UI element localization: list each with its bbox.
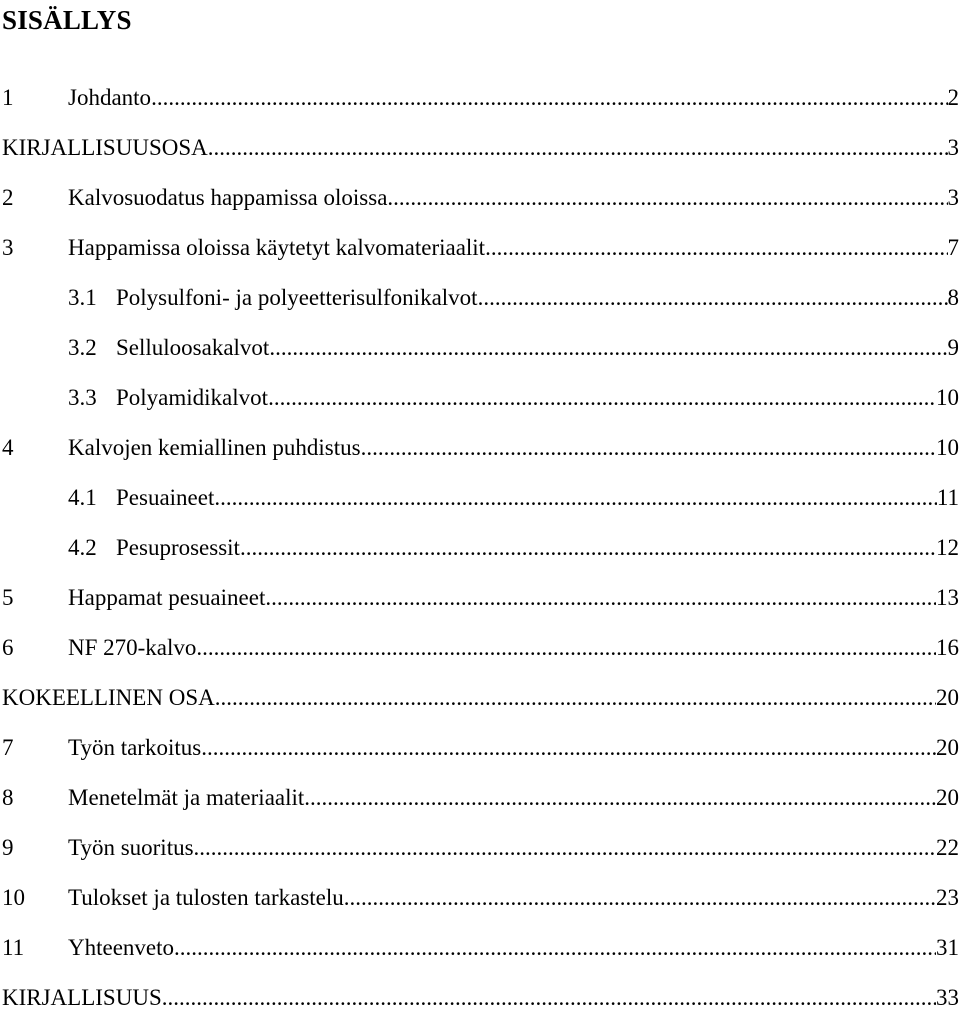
toc-entry-page: 16 [936,635,959,660]
toc-entry-number: 7 [2,735,14,760]
toc-entry[interactable] [2,123,959,173]
toc-entry-number: 10 [2,885,25,910]
toc-entry-number: 3.2 [68,335,97,360]
toc-subentry[interactable] [2,323,959,373]
toc-entry-number: 9 [2,835,14,860]
dot-leader [215,673,936,723]
toc-subentry[interactable] [2,523,959,573]
toc-entry-title: Kalvojen kemiallinen puhdistus [68,435,361,460]
toc-entry-number: 8 [2,785,14,810]
toc-entry-title: KIRJALLISUUSOSA [2,135,208,160]
toc-entry-page: 11 [936,485,959,510]
toc-entry-title: Happamissa oloissa käytetyt kalvomateriaalit [68,235,486,260]
toc-entry-title: Selluloosakalvot [116,335,270,360]
toc-entry-page: 3 [947,135,959,160]
toc-entry-title: Polyamidikalvot [116,385,269,410]
toc-entry[interactable] [2,73,959,123]
toc-entry-page: 10 [936,385,959,410]
toc-entry[interactable] [2,673,959,723]
toc-entry-page: 7 [947,235,959,260]
dot-leader [478,273,948,323]
toc-entry-number: 5 [2,585,14,610]
toc-entry-page: 8 [947,285,959,310]
toc-entry[interactable] [2,423,959,473]
dot-leader [265,573,936,623]
toc-entry-number: 6 [2,635,14,660]
dot-leader [240,523,936,573]
toc-entry-title: Happamat pesuaineet [68,585,266,610]
toc-entry-number: 3 [2,235,14,260]
dot-leader [387,173,947,223]
toc-entry-number: 1 [2,85,14,110]
dot-leader [174,923,936,973]
dot-leader [361,423,936,473]
dot-leader [269,323,947,373]
toc-entry[interactable] [2,923,959,973]
dot-leader [201,723,936,773]
toc-entry-page: 20 [936,735,959,760]
table-of-contents [2,73,959,1023]
toc-entry[interactable] [2,873,959,923]
toc-entry[interactable] [2,173,959,223]
toc-entry-page: 33 [936,985,959,1010]
dot-leader [151,73,947,123]
toc-entry[interactable] [2,623,959,673]
toc-entry-page: 9 [947,335,959,360]
dot-leader [344,873,936,923]
toc-entry-title: Pesuaineet [116,485,215,510]
toc-entry[interactable] [2,723,959,773]
toc-entry-page: 23 [936,885,959,910]
toc-entry-title: Pesuprosessit [116,535,240,560]
toc-entry-page: 20 [936,785,959,810]
toc-entry-page: 3 [947,185,959,210]
toc-entry-page: 13 [936,585,959,610]
toc-entry-page: 10 [936,435,959,460]
toc-entry-number: 2 [2,185,14,210]
toc-entry-title: Työn suoritus [68,835,194,860]
toc-subentry[interactable] [2,473,959,523]
toc-entry-title: Yhteenveto [68,935,175,960]
toc-entry-title: KOKEELLINEN OSA [2,685,215,710]
dot-leader [485,223,947,273]
toc-entry-title: Menetelmät ja materiaalit [68,785,305,810]
toc-entry-title: KIRJALLISUUS [2,985,162,1010]
toc-entry-title: Johdanto [68,85,152,110]
dot-leader [196,623,936,673]
toc-entry-number: 3.1 [68,285,97,310]
toc-entry[interactable] [2,823,959,873]
toc-entry-title: Polysulfoni- ja polyeetterisulfonikalvot [116,285,478,310]
toc-entry-number: 11 [2,935,25,960]
toc-subentry[interactable] [2,373,959,423]
toc-entry-page: 12 [936,535,959,560]
toc-entry[interactable] [2,773,959,823]
toc-entry-page: 20 [936,685,959,710]
toc-entry[interactable] [2,573,959,623]
toc-heading: SISÄLLYS [2,5,132,35]
dot-leader [208,123,948,173]
dot-leader [304,773,936,823]
toc-entry-title: Työn tarkoitus [68,735,202,760]
dot-leader [194,823,936,873]
dot-leader [162,973,936,1023]
toc-entry-number: 4 [2,435,14,460]
toc-entry-page: 22 [936,835,959,860]
toc-entry[interactable] [2,973,959,1023]
toc-entry-page: 31 [936,935,959,960]
toc-entry-title: NF 270-kalvo [68,635,197,660]
toc-subentry[interactable] [2,273,959,323]
toc-entry-number: 3.3 [68,385,97,410]
toc-entry-title: Kalvosuodatus happamissa oloissa [68,185,388,210]
toc-entry[interactable] [2,223,959,273]
dot-leader [214,473,936,523]
toc-entry-number: 4.1 [68,485,97,510]
toc-entry-title: Tulokset ja tulosten tarkastelu [68,885,344,910]
toc-entry-number: 4.2 [68,535,97,560]
toc-entry-page: 2 [947,85,959,110]
dot-leader [268,373,936,423]
